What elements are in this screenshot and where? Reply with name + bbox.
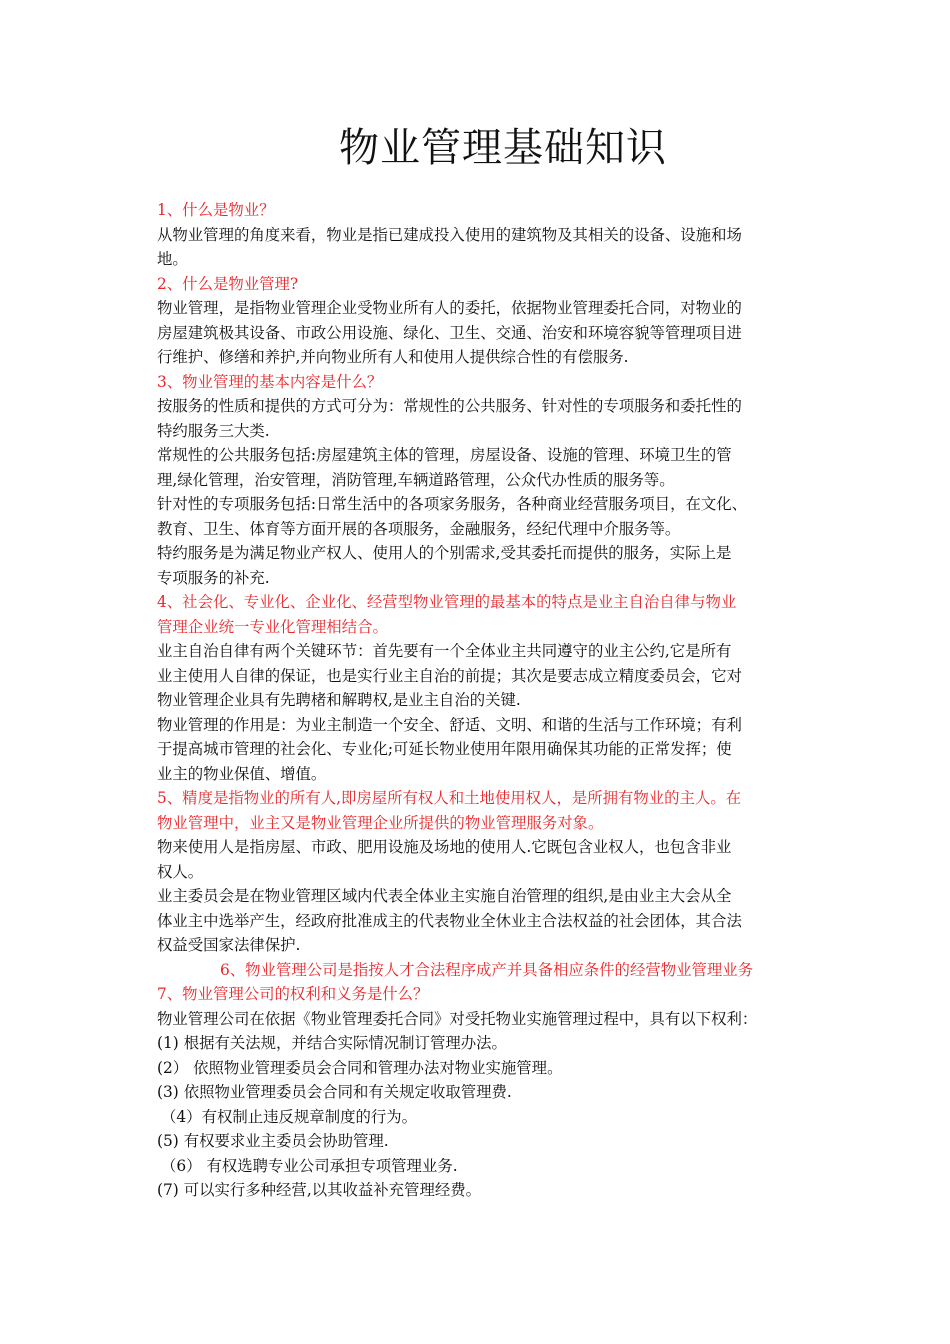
body-text-line: (1) 根据有关法规，并结合实际情况制订管理办法。 xyxy=(157,1034,507,1052)
body-text-line: 物业管理公司在依据《物业管理委托合同》对受托物业实施管理过程中，具有以下权利： xyxy=(157,1009,758,1028)
body-text-line: 针对性的专项服务包括:日常生活中的各项家务服务，各种商业经营服务项目，在文化、 xyxy=(157,495,748,513)
body-text-line: (3) 依照物业管理委员会合同和有关规定收取管理费. xyxy=(157,1083,512,1101)
body-text-line: 地。 xyxy=(157,250,188,268)
body-text-line: 从物业管理的角度来看，物业是指已建成投入使用的建筑物及其相关的设备、设施和场 xyxy=(157,225,742,244)
body-text-line: 房屋建筑极其设备、市政公用设施、绿化、卫生、交通、治安和环境容貌等管理项目进 xyxy=(157,323,742,342)
body-text-line: （6） 有权选聘专业公司承担专项管理业务. xyxy=(161,1156,458,1175)
body-text-line: 按服务的性质和提供的方式可分为：常规性的公共服务、针对性的专项服务和委托性的 xyxy=(157,397,742,415)
section-heading-line: 管理企业统一专业化管理相结合。 xyxy=(157,617,388,636)
body-text-line: 行维护、修缮和养护,并向物业所有人和使用人提供综合性的有偿服务. xyxy=(157,348,629,366)
section-heading-line: 7、物业管理公司的权利和义务是什么？ xyxy=(157,985,429,1003)
body-text-line: 业主的物业保值、增值。 xyxy=(157,764,327,783)
body-text-line: 物业管理企业具有先聘楮和解聘权,是业主自治的关键. xyxy=(157,691,521,709)
body-text-line: (7) 可以实行多种经营,以其收益补充管理经费。 xyxy=(157,1181,482,1199)
body-text-line: 业主使用人自律的保证，也是实行业主自治的前提；其次是要志成立精度委员会，它对 xyxy=(157,666,742,685)
body-text-line: 物业管理的作用是：为业主制造一个安全、舒适、文明、和谐的生活与工作环境；有利 xyxy=(157,715,742,734)
body-text-line: 物来使用人是指房屋、市政、肥用设施及场地的使用人.它既包含业权人，也包含非业 xyxy=(157,838,732,856)
body-text-line: 物业管理，是指物业管理企业受物业所有人的委托，依据物业管理委托合同，对物业的 xyxy=(157,299,742,317)
section-heading-line: 1、什么是物业？ xyxy=(157,201,275,219)
body-text-line: 教育、卫生、体育等方面开展的各项服务，金融服务，经纪代理中介服务等。 xyxy=(157,519,681,538)
body-text-line: 专项服务的补充. xyxy=(157,568,270,587)
body-text-line: 业主自治自律有两个关键环节：首先要有一个全体业主共同遵守的业主公约,它是所有 xyxy=(157,642,732,660)
body-text-line: 体业主中选举产生，经政府批准成主的代表物业全休业主合法权益的社会团体，其合法 xyxy=(157,911,742,930)
body-text-line: 理,绿化管理，治安管理，消防管理,车辆道路管理，公众代办性质的服务等。 xyxy=(157,470,675,489)
section-heading-line: 物业管理中，业主又是物业管理企业所提供的物业管理服务对象。 xyxy=(157,813,604,832)
body-text-line: 于提高城市管理的社会化、专业化;可延长物业使用年限用确保其功能的正常发挥；使 xyxy=(157,740,732,758)
section-heading-line: 4、社会化、专业化、企业化、经营型物业管理的最基本的特点是业主自治自律与物业 xyxy=(157,593,737,611)
body-text-line: 权益受国家法律保护. xyxy=(157,936,301,954)
body-text-line: 特约服务是为满足物业产权人、使用人的个别需求,受其委托而提供的服务，实际上是 xyxy=(157,544,732,562)
section-heading-line: 2、什么是物业管理? xyxy=(157,274,299,293)
body-text-line: 权人。 xyxy=(157,862,204,881)
body-text-line: (2） 依照物业管理委员会合同和管理办法对物业实施管理。 xyxy=(157,1058,563,1077)
body-text-line: 业主委员会是在物业管理区域内代表全体业主实施自治管理的组织,是由业主大会从全 xyxy=(157,887,732,905)
section-heading-line: 3、物业管理的基本内容是什么？ xyxy=(157,372,383,391)
body-text-line: (5) 有权要求业主委员会协助管理. xyxy=(157,1132,389,1150)
document-title: 物业管理基础知识 xyxy=(339,125,667,171)
section-heading-line: 5、精度是指物业的所有人,即房屋所有权人和土地使用权人，是所拥有物业的主人。在 xyxy=(157,789,742,807)
body-text-line: （4）有权制止违反规章制度的行为。 xyxy=(161,1107,418,1126)
body-text-line: 常规性的公共服务包括:房屋建筑主体的管理，房屋设备、设施的管理、环境卫生的管 xyxy=(157,446,732,464)
document-body xyxy=(157,198,807,1203)
section-heading-line: 6、物业管理公司是指按人才合法程序成产并具备相应条件的经营物业管理业务 xyxy=(220,960,754,979)
body-text-line: 特约服务三大类. xyxy=(157,421,270,440)
